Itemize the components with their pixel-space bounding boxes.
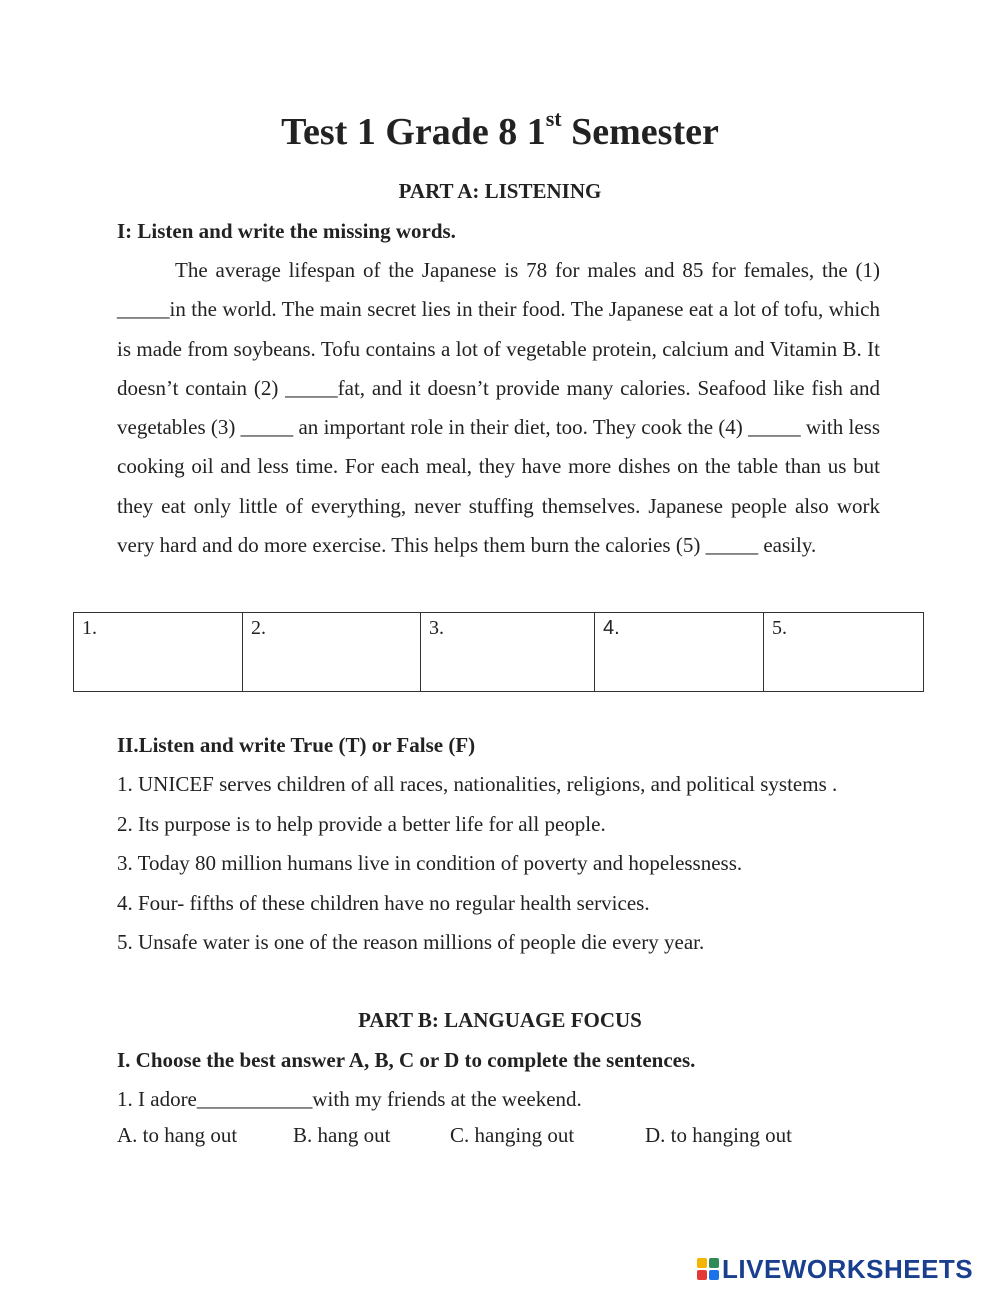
answer-cell-1[interactable]: 1.: [74, 613, 243, 692]
part-a-heading: PART A: LISTENING: [398, 179, 602, 203]
tf-item-2: 2. Its purpose is to help provide a better life for all people.: [117, 811, 606, 836]
listening-paragraph: The average lifespan of the Japanese is 78 for males and 85 for females, the (1) _____in the world. The main secret lies in their food. The Japanese eat a lot of tofu, which is made from soybeans. Tofu contains a lot of vegetable protein, calcium and Vitamin B. It doesn’t contain (2) _____fat, and it doesn’t provide many calories. Seafood like fish and vegetables (3) _____ an important role in their diet, too. They cook the (4) _____ with less cooking oil and less time. For each meal, they have more dishes on the table than us but they eat only little of everything, never stuffing themselves. Japanese people also work very hard and do more exercise. This helps them burn the calories (5) _____ easily.: [117, 258, 880, 558]
answer-table: [73, 612, 924, 692]
tf-item-5: 5. Unsafe water is one of the reason millions of people die every year.: [117, 930, 705, 954]
section-2-heading: II.Listen and write True (T) or False (F): [117, 733, 476, 757]
tf-item-1: 1. UNICEF serves children of all races, nationalities, religions, and political systems .: [117, 772, 838, 796]
option-b[interactable]: B. hang out: [293, 1123, 391, 1147]
answer-cell-5[interactable]: 5.: [764, 613, 924, 692]
answer-cell-4[interactable]: 4.: [595, 613, 764, 692]
page-title: Test 1 Grade 8 1st Semester: [281, 106, 719, 153]
liveworksheets-logo: [697, 1252, 993, 1286]
question-1: 1. I adore___________with my friends at the weekend.: [117, 1087, 582, 1111]
option-a[interactable]: A. to hang out: [117, 1123, 238, 1147]
option-d[interactable]: D. to hanging out: [645, 1123, 792, 1147]
logo-text: LIVEWORKSHEETS: [722, 1253, 974, 1284]
section-3-heading: I. Choose the best answer A, B, C or D to complete the sentences.: [117, 1048, 696, 1072]
answer-cell-2[interactable]: 2.: [243, 613, 421, 692]
logo-squares-icon: [697, 1258, 719, 1280]
tf-item-3: 3. Today 80 million humans live in condition of poverty and hopelessness.: [117, 851, 743, 875]
true-false-list: [117, 765, 880, 963]
option-c[interactable]: C. hanging out: [450, 1123, 575, 1147]
section-1-heading: I: Listen and write the missing words.: [117, 219, 456, 243]
answer-cell-3[interactable]: 3.: [421, 613, 595, 692]
tf-item-4: 4. Four- fifths of these children have no regular health services.: [117, 890, 650, 915]
part-b-heading: PART B: LANGUAGE FOCUS: [358, 1008, 642, 1032]
